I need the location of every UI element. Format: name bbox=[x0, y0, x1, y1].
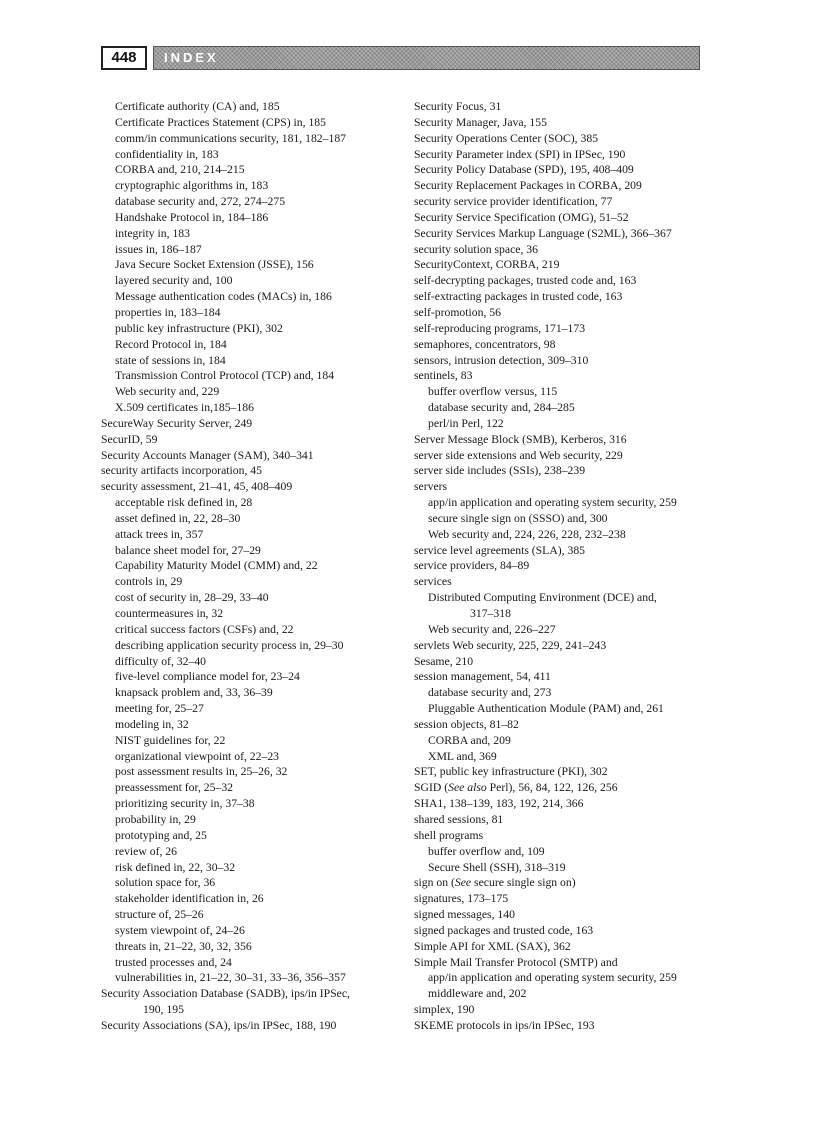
index-entry: Security Association Database (SADB), ips/in IPSec, bbox=[101, 987, 350, 1001]
index-subentry: Capability Maturity Model (CMM) and, 22 bbox=[115, 559, 318, 573]
cross-reference: See bbox=[454, 876, 472, 890]
index-subentry: NIST guidelines for, 22 bbox=[115, 733, 226, 747]
index-subentry: system viewpoint of, 24–26 bbox=[115, 923, 245, 937]
index-entry: Security Manager, Java, 155 bbox=[414, 115, 547, 129]
index-entry: SecurityContext, CORBA, 219 bbox=[414, 258, 560, 272]
cross-reference: See also bbox=[448, 781, 487, 795]
index-entry bbox=[414, 780, 714, 796]
index-subentry: stakeholder identification in, 26 bbox=[115, 892, 264, 906]
index-entry bbox=[414, 875, 714, 891]
index-subentry: layered security and, 100 bbox=[115, 274, 233, 288]
index-entry: Security Parameter index (SPI) in IPSec, 190 bbox=[414, 147, 626, 161]
index-subentry: CORBA and, 210, 214–215 bbox=[115, 163, 245, 177]
index-subentry: secure single sign on (SSSO) and, 300 bbox=[428, 511, 608, 525]
index-entry: SecurID, 59 bbox=[101, 432, 158, 446]
index-subentry: review of, 26 bbox=[115, 844, 177, 858]
index-subentry: database security and, 273 bbox=[428, 686, 552, 700]
index-subentry: describing application security process in, 29–30 bbox=[115, 638, 344, 652]
index-subentry: Distributed Computing Environment (DCE) and, bbox=[428, 591, 657, 605]
index-column-left bbox=[101, 99, 401, 1034]
index-entry: self-promotion, 56 bbox=[414, 305, 501, 319]
index-subentry: Web security and, 226–227 bbox=[428, 622, 556, 636]
index-entry: security solution space, 36 bbox=[414, 242, 538, 256]
index-subentry: state of sessions in, 184 bbox=[115, 353, 226, 367]
index-subentry: modeling in, 32 bbox=[115, 717, 189, 731]
index-entry: self-decrypting packages, trusted code and, 163 bbox=[414, 274, 637, 288]
index-entry: Server Message Block (SMB), Kerberos, 316 bbox=[414, 432, 627, 446]
index-subentry: buffer overflow and, 109 bbox=[428, 844, 545, 858]
index-subentry: Java Secure Socket Extension (JSSE), 156 bbox=[115, 258, 314, 272]
index-subentry: Certificate Practices Statement (CPS) in, 185 bbox=[115, 115, 326, 129]
index-subentry: meeting for, 25–27 bbox=[115, 702, 204, 716]
index-entry: Security Associations (SA), ips/in IPSec, 188, 190 bbox=[101, 1018, 337, 1032]
index-subentry: attack trees in, 357 bbox=[115, 527, 204, 541]
index-subentry: acceptable risk defined in, 28 bbox=[115, 496, 253, 510]
index-subentry: public key infrastructure (PKI), 302 bbox=[115, 321, 283, 335]
index-subentry: cost of security in, 28–29, 33–40 bbox=[115, 591, 269, 605]
index-subentry: app/in application and operating system security, 259 bbox=[428, 971, 677, 985]
entry-text: sign on ( bbox=[414, 876, 455, 890]
index-entry: sentinels, 83 bbox=[414, 369, 473, 383]
index-entry: Security Policy Database (SPD), 195, 408–409 bbox=[414, 163, 634, 177]
entry-text: Perl), 56, 84, 122, 126, 256 bbox=[486, 781, 618, 795]
index-subentry: 317–318 bbox=[470, 607, 511, 620]
index-subentry: probability in, 29 bbox=[115, 812, 196, 826]
index-entry: Sesame, 210 bbox=[414, 654, 474, 668]
index-entry: sensors, intrusion detection, 309–310 bbox=[414, 353, 589, 367]
index-subentry: properties in, 183–184 bbox=[115, 305, 221, 319]
index-subentry: middleware and, 202 bbox=[428, 987, 527, 1001]
index-subentry: asset defined in, 22, 28–30 bbox=[115, 511, 241, 525]
index-subentry: solution space for, 36 bbox=[115, 876, 216, 890]
index-subentry: Web security and, 229 bbox=[115, 385, 220, 399]
index-subentry: buffer overflow versus, 115 bbox=[428, 385, 558, 399]
index-subentry: Record Protocol in, 184 bbox=[115, 337, 227, 351]
index-entry: shell programs bbox=[414, 828, 484, 842]
index-subentry: integrity in, 183 bbox=[115, 226, 190, 240]
index-subentry: prioritizing security in, 37–38 bbox=[115, 797, 255, 811]
index-subentry: five-level compliance model for, 23–24 bbox=[115, 670, 300, 684]
index-entry: servers bbox=[414, 480, 448, 494]
index-subentry: trusted processes and, 24 bbox=[115, 955, 232, 969]
index-entry: SKEME protocols in ips/in IPSec, 193 bbox=[414, 1018, 595, 1032]
index-subentry: difficulty of, 32–40 bbox=[115, 654, 207, 668]
index-subentry: threats in, 21–22, 30, 32, 356 bbox=[115, 939, 252, 953]
index-entry: security artifacts incorporation, 45 bbox=[101, 464, 262, 478]
index-entry: shared sessions, 81 bbox=[414, 812, 504, 826]
index-subentry: Handshake Protocol in, 184–186 bbox=[115, 210, 269, 224]
index-subentry: countermeasures in, 32 bbox=[115, 607, 224, 620]
index-subentry: database security and, 272, 274–275 bbox=[115, 195, 286, 209]
index-entry: services bbox=[414, 575, 452, 589]
index-subentry: Message authentication codes (MACs) in, 186 bbox=[115, 290, 332, 304]
index-subentry: preassessment for, 25–32 bbox=[115, 781, 234, 795]
entry-text: SGID ( bbox=[414, 781, 449, 795]
index-subentry: balance sheet model for, 27–29 bbox=[115, 543, 261, 557]
index-entry: service level agreements (SLA), 385 bbox=[414, 543, 586, 557]
section-title: INDEX bbox=[164, 50, 219, 65]
index-subentry: Web security and, 224, 226, 228, 232–238 bbox=[428, 527, 626, 541]
index-subentry: comm/in communications security, 181, 182–187 bbox=[115, 131, 347, 145]
index-entry: security service provider identification, 77 bbox=[414, 195, 613, 209]
index-subentry: app/in application and operating system security, 259 bbox=[428, 496, 677, 510]
index-subentry: organizational viewpoint of, 22–23 bbox=[115, 749, 280, 763]
index-subentry: post assessment results in, 25–26, 32 bbox=[115, 765, 288, 779]
index-subentry: controls in, 29 bbox=[115, 575, 183, 589]
entry-text: secure single sign on) bbox=[471, 876, 576, 890]
index-entry: service providers, 84–89 bbox=[414, 559, 530, 573]
index-entry: signatures, 173–175 bbox=[414, 892, 509, 906]
index-entry: servlets Web security, 225, 229, 241–243 bbox=[414, 638, 607, 652]
index-subentry: database security and, 284–285 bbox=[428, 401, 575, 415]
index-entry: signed packages and trusted code, 163 bbox=[414, 923, 594, 937]
index-subentry: confidentiality in, 183 bbox=[115, 147, 219, 161]
index-subentry: cryptographic algorithms in, 183 bbox=[115, 179, 269, 193]
index-subentry: 190, 195 bbox=[143, 1003, 184, 1017]
index-subentry: Secure Shell (SSH), 318–319 bbox=[428, 860, 566, 874]
index-subentry: Transmission Control Protocol (TCP) and, 184 bbox=[115, 369, 335, 383]
index-entry: self-reproducing programs, 171–173 bbox=[414, 321, 586, 335]
index-subentry: Certificate authority (CA) and, 185 bbox=[115, 100, 280, 113]
index-subentry: X.509 certificates in,185–186 bbox=[115, 401, 254, 415]
index-entry: Security Accounts Manager (SAM), 340–341 bbox=[101, 448, 314, 462]
index-entry: semaphores, concentrators, 98 bbox=[414, 337, 556, 351]
index-subentry: XML and, 369 bbox=[428, 749, 497, 763]
index-entry: Security Operations Center (SOC), 385 bbox=[414, 131, 599, 145]
index-entry: SHA1, 138–139, 183, 192, 214, 366 bbox=[414, 797, 584, 811]
index-entry: Simple Mail Transfer Protocol (SMTP) and bbox=[414, 955, 618, 969]
index-entry: simplex, 190 bbox=[414, 1003, 475, 1017]
index-entry: Security Service Specification (OMG), 51–52 bbox=[414, 210, 629, 224]
index-subentry: structure of, 25–26 bbox=[115, 908, 204, 922]
index-entry: server side extensions and Web security, 229 bbox=[414, 448, 623, 462]
index-entry: SecureWay Security Server, 249 bbox=[101, 416, 253, 430]
index-subentry: vulnerabilities in, 21–22, 30–31, 33–36, 356–357 bbox=[115, 971, 346, 985]
running-header bbox=[101, 46, 700, 70]
index-entry: security assessment, 21–41, 45, 408–409 bbox=[101, 480, 293, 494]
index-entry: session objects, 81–82 bbox=[414, 717, 519, 731]
index-column-right bbox=[414, 99, 714, 1034]
index-entry: Security Replacement Packages in CORBA, 209 bbox=[414, 179, 642, 193]
index-entry: signed messages, 140 bbox=[414, 908, 515, 922]
index-entry: server side includes (SSIs), 238–239 bbox=[414, 464, 586, 478]
index-subentry: knapsack problem and, 33, 36–39 bbox=[115, 686, 273, 700]
index-subentry: issues in, 186–187 bbox=[115, 242, 202, 256]
index-subentry: Pluggable Authentication Module (PAM) and, 261 bbox=[428, 702, 664, 716]
index-entry: self-extracting packages in trusted code, 163 bbox=[414, 290, 623, 304]
index-entry: Security Services Markup Language (S2ML), 366–367 bbox=[414, 226, 672, 240]
section-banner bbox=[153, 46, 700, 70]
index-subentry: perl/in Perl, 122 bbox=[428, 416, 504, 430]
index-entry: Security Focus, 31 bbox=[414, 100, 502, 113]
page-number: 448 bbox=[101, 46, 147, 70]
index-entry: session management, 54, 411 bbox=[414, 670, 551, 684]
index-subentry: CORBA and, 209 bbox=[428, 733, 511, 747]
index-subentry: prototyping and, 25 bbox=[115, 828, 207, 842]
index-entry: Simple API for XML (SAX), 362 bbox=[414, 939, 571, 953]
index-subentry: critical success factors (CSFs) and, 22 bbox=[115, 622, 294, 636]
index-entry: SET, public key infrastructure (PKI), 302 bbox=[414, 765, 608, 779]
index-subentry: risk defined in, 22, 30–32 bbox=[115, 860, 236, 874]
